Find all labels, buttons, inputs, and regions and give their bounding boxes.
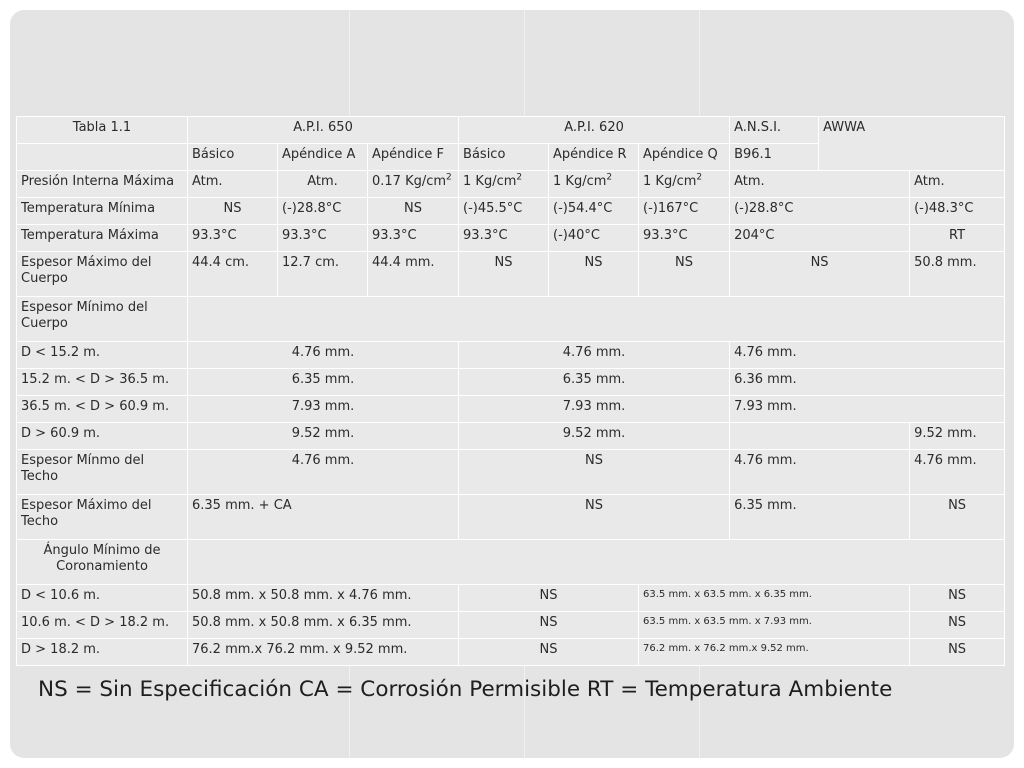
table-cell: 6.36 mm. [730,369,1005,396]
table-cell: 6.35 mm. + CA [188,495,459,540]
table-cell: 50.8 mm. [910,252,1005,297]
empty-cell [188,297,1005,342]
footnote: NS = Sin Especificación CA = Corrosión Permisible RT = Temperatura Ambiente [38,677,893,702]
table-cell: 7.93 mm. [459,396,730,423]
table-cell: NS [459,495,730,540]
table-cell: 76.2 mm. x 76.2 mm.x 9.52 mm. [639,639,910,666]
table-cell: 93.3°C [639,225,730,252]
row-label: Espesor Máximo del Cuerpo [17,252,188,297]
table-cell: 4.76 mm. [459,342,730,369]
subheader-cell: Básico [459,144,549,171]
table-cell: 12.7 cm. [278,252,368,297]
table-cell: Atm. [730,171,910,198]
row-label: D < 15.2 m. [17,342,188,369]
table-row [17,639,1005,666]
table-cell [549,171,639,198]
table-cell: 44.4 mm. [368,252,459,297]
subheader-cell: Apéndice F [368,144,459,171]
table-cell [639,171,730,198]
row-label: D < 10.6 m. [17,585,188,612]
table-cell: RT [910,225,1005,252]
table-cell: NS [730,252,910,297]
table-cell: NS [188,198,278,225]
table-cell: 204°C [730,225,910,252]
table-title: Tabla 1.1 [17,117,188,144]
slide-background [10,10,1014,758]
table-cell: 4.76 mm. [730,450,910,495]
table-cell [459,171,549,198]
table-cell: NS [549,252,639,297]
cell-text: 0.17 Kg/cm [372,174,447,189]
empty-cell [17,144,188,171]
table-cell: NS [459,450,730,495]
row-label: Espesor Mínimo del Cuerpo [17,297,188,342]
subheader-cell: Apéndice A [278,144,368,171]
table-cell: 63.5 mm. x 63.5 mm. x 6.35 mm. [639,585,910,612]
header-ansi: A.N.S.I. [730,117,819,144]
header-api-650: A.P.I. 650 [188,117,459,144]
row-label: Presión Interna Máxima [17,171,188,198]
row-label: D > 60.9 m. [17,423,188,450]
table-cell: 93.3°C [368,225,459,252]
superscript: 2 [606,172,613,183]
table-cell: 6.35 mm. [730,495,910,540]
table-cell: 4.76 mm. [188,450,459,495]
table-cell: NS [459,252,549,297]
table-cell: 7.93 mm. [730,396,1005,423]
table-cell: 93.3°C [278,225,368,252]
table-cell: NS [459,639,639,666]
table-cell: (-)167°C [639,198,730,225]
superscript: 2 [446,172,452,183]
table-row [17,369,1005,396]
table-cell: 9.52 mm. [459,423,730,450]
table-row [17,297,1005,342]
table-cell: 9.52 mm. [188,423,459,450]
table-cell: NS [910,612,1005,639]
cell-text: 1 Kg/cm [553,174,607,189]
superscript: 2 [516,172,523,183]
table-cell: 50.8 mm. x 50.8 mm. x 4.76 mm. [188,585,459,612]
subheader-cell: Apéndice R [549,144,639,171]
cell-text: 1 Kg/cm [643,174,697,189]
subheader-cell: Básico [188,144,278,171]
table-cell: NS [459,612,639,639]
table-cell: (-)48.3°C [910,198,1005,225]
row-label: 36.5 m. < D > 60.9 m. [17,396,188,423]
tank-spec-table [16,116,1005,666]
table-row [17,495,1005,540]
table-row [17,423,1005,450]
table-cell: (-)54.4°C [549,198,639,225]
table-header-row [17,117,1005,144]
row-label: Ángulo Mínimo de Coronamiento [17,540,188,585]
table-cell: 7.93 mm. [188,396,459,423]
cell-text: 1 Kg/cm [463,174,517,189]
table-cell: NS [459,585,639,612]
superscript: 2 [696,172,703,183]
table-row [17,540,1005,585]
table-row [17,171,1005,198]
table-cell: 50.8 mm. x 50.8 mm. x 6.35 mm. [188,612,459,639]
table-cell: NS [368,198,459,225]
table-cell: 76.2 mm.x 76.2 mm. x 9.52 mm. [188,639,459,666]
table-row [17,396,1005,423]
table-row [17,198,1005,225]
row-label: Temperatura Máxima [17,225,188,252]
table-row [17,225,1005,252]
table-cell: Atm. [910,171,1005,198]
table-cell: (-)28.8°C [278,198,368,225]
table-cell: 6.35 mm. [188,369,459,396]
table-cell: NS [910,585,1005,612]
empty-cell [730,423,910,450]
table-cell: 93.3°C [459,225,549,252]
row-label: Espesor Mínmo del Techo [17,450,188,495]
table-cell: NS [639,252,730,297]
table-row [17,342,1005,369]
table-cell [368,171,459,198]
row-label: Espesor Máximo del Techo [17,495,188,540]
table-row [17,252,1005,297]
table-cell: (-)28.8°C [730,198,910,225]
table-row [17,585,1005,612]
subheader-cell: Apéndice Q [639,144,730,171]
row-label: D > 18.2 m. [17,639,188,666]
row-label: 15.2 m. < D > 36.5 m. [17,369,188,396]
table-cell: 4.76 mm. [910,450,1005,495]
table-cell: 9.52 mm. [910,423,1005,450]
table-cell: Atm. [278,171,368,198]
table-cell: NS [910,639,1005,666]
table-row [17,450,1005,495]
table-cell: 4.76 mm. [730,342,1005,369]
table-cell: 4.76 mm. [188,342,459,369]
row-label: 10.6 m. < D > 18.2 m. [17,612,188,639]
header-api-620: A.P.I. 620 [459,117,730,144]
table-cell: NS [910,495,1005,540]
table-cell: 44.4 cm. [188,252,278,297]
table-row [17,612,1005,639]
table-cell: 63.5 mm. x 63.5 mm. x 7.93 mm. [639,612,910,639]
header-awwa: AWWA [819,117,1005,171]
empty-cell [188,540,1005,585]
row-label: Temperatura Mínima [17,198,188,225]
subheader-cell: B96.1 [730,144,819,171]
table-cell: (-)45.5°C [459,198,549,225]
table-cell: (-)40°C [549,225,639,252]
table-cell: 93.3°C [188,225,278,252]
table-cell: 6.35 mm. [459,369,730,396]
table-cell: Atm. [188,171,278,198]
